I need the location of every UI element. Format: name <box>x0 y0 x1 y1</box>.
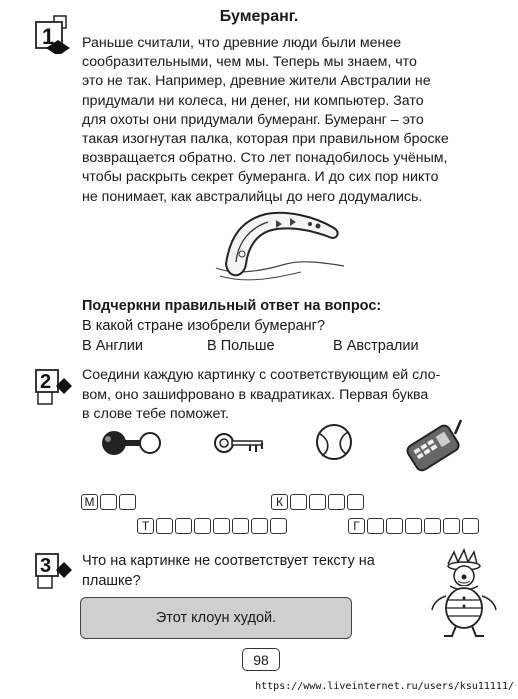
letter-cell[interactable] <box>213 518 230 534</box>
question-heading: Подчеркни правильный ответ на вопрос: <box>82 298 382 314</box>
task-number-2: 2 <box>40 371 52 393</box>
story-line: чтобы раскрыть секрет бумеранга. И до сих пор никто <box>82 169 439 186</box>
word-cells-t <box>137 518 289 534</box>
key-picture[interactable] <box>212 430 268 456</box>
task2-line: Соедини каждую картинку с соответствующим ей сло- <box>82 367 441 383</box>
story-line: сообразительными, чем мы. Теперь мы знаем, что <box>82 54 417 71</box>
letter-cell[interactable] <box>175 518 192 534</box>
task3-line: плашке? <box>82 572 141 589</box>
story-line: такая изогнутая палка, которая при правильном броске <box>82 131 449 148</box>
task-number-badge-3 <box>32 552 72 592</box>
letter-cell[interactable] <box>119 494 136 510</box>
page-title: Бумеранг. <box>219 8 299 25</box>
page-number: 98 <box>242 648 280 671</box>
letter-cell[interactable]: Г <box>348 518 365 534</box>
letter-cell[interactable]: М <box>81 494 98 510</box>
letter-cell[interactable] <box>232 518 249 534</box>
letter-cell[interactable]: К <box>271 494 288 510</box>
letter-cell[interactable] <box>328 494 345 510</box>
letter-cell[interactable] <box>270 518 287 534</box>
letter-cell[interactable] <box>251 518 268 534</box>
word-cells-k <box>271 494 366 510</box>
story-line: Раньше считали, что древние люди были менее <box>82 35 402 51</box>
footer-url[interactable]: https://www.liveinternet.ru/users/ksu11111/ <box>255 681 514 692</box>
story-line: это не так. Например, древние жители Австралии не <box>82 73 431 90</box>
dumbbell-picture[interactable] <box>100 428 164 458</box>
clown-plate <box>80 597 352 639</box>
letter-cell[interactable] <box>424 518 441 534</box>
plate-text: Этот клоун худой. <box>155 610 277 626</box>
task2-line: в слове тебе поможет. <box>82 406 229 422</box>
task-number-badge-2 <box>32 368 72 408</box>
answer-option-australia[interactable]: В Австралии <box>333 338 419 354</box>
answer-option-england[interactable]: В Англии <box>82 338 144 354</box>
letter-cell[interactable] <box>194 518 211 534</box>
letter-cell[interactable] <box>290 494 307 510</box>
letter-cell[interactable] <box>405 518 422 534</box>
letter-cell[interactable] <box>156 518 173 534</box>
task-number-3: 3 <box>40 555 52 577</box>
story-line: придумали ни колеса, ни денег, ни компьютер. Зато <box>82 92 424 109</box>
word-cells-g <box>348 518 481 534</box>
question-text: В какой стране изобрели бумеранг? <box>82 318 326 334</box>
letter-cell[interactable] <box>367 518 384 534</box>
letter-cell[interactable] <box>347 494 364 510</box>
letter-cell[interactable] <box>100 494 117 510</box>
task-number-1: 1 <box>42 24 55 49</box>
ball-picture[interactable] <box>314 422 354 462</box>
clown-illustration <box>426 548 500 640</box>
task3-question <box>82 552 375 591</box>
letter-cell[interactable] <box>386 518 403 534</box>
answer-option-poland[interactable]: В Польше <box>207 338 275 354</box>
letter-cell[interactable]: Т <box>137 518 154 534</box>
story-line: возвращается обратно. Сто лет понадобилось учёным, <box>82 150 448 167</box>
phone-picture[interactable] <box>405 416 465 472</box>
task3-line: Что на картинке не соответствует тексту на <box>82 553 375 569</box>
story-line: не понимает, как австралийцы до него додумались. <box>82 188 423 205</box>
task2-line: вом, оно зашифровано в квадратиках. Первая буква <box>82 386 429 403</box>
story-line: для охоты они придумали бумеранг. Бумеранг – это <box>82 111 424 128</box>
story-paragraph <box>82 34 487 207</box>
letter-cell[interactable] <box>462 518 479 534</box>
boomerang-illustration <box>206 206 356 290</box>
letter-cell[interactable] <box>309 494 326 510</box>
word-cells-m <box>81 494 138 510</box>
letter-cell[interactable] <box>443 518 460 534</box>
